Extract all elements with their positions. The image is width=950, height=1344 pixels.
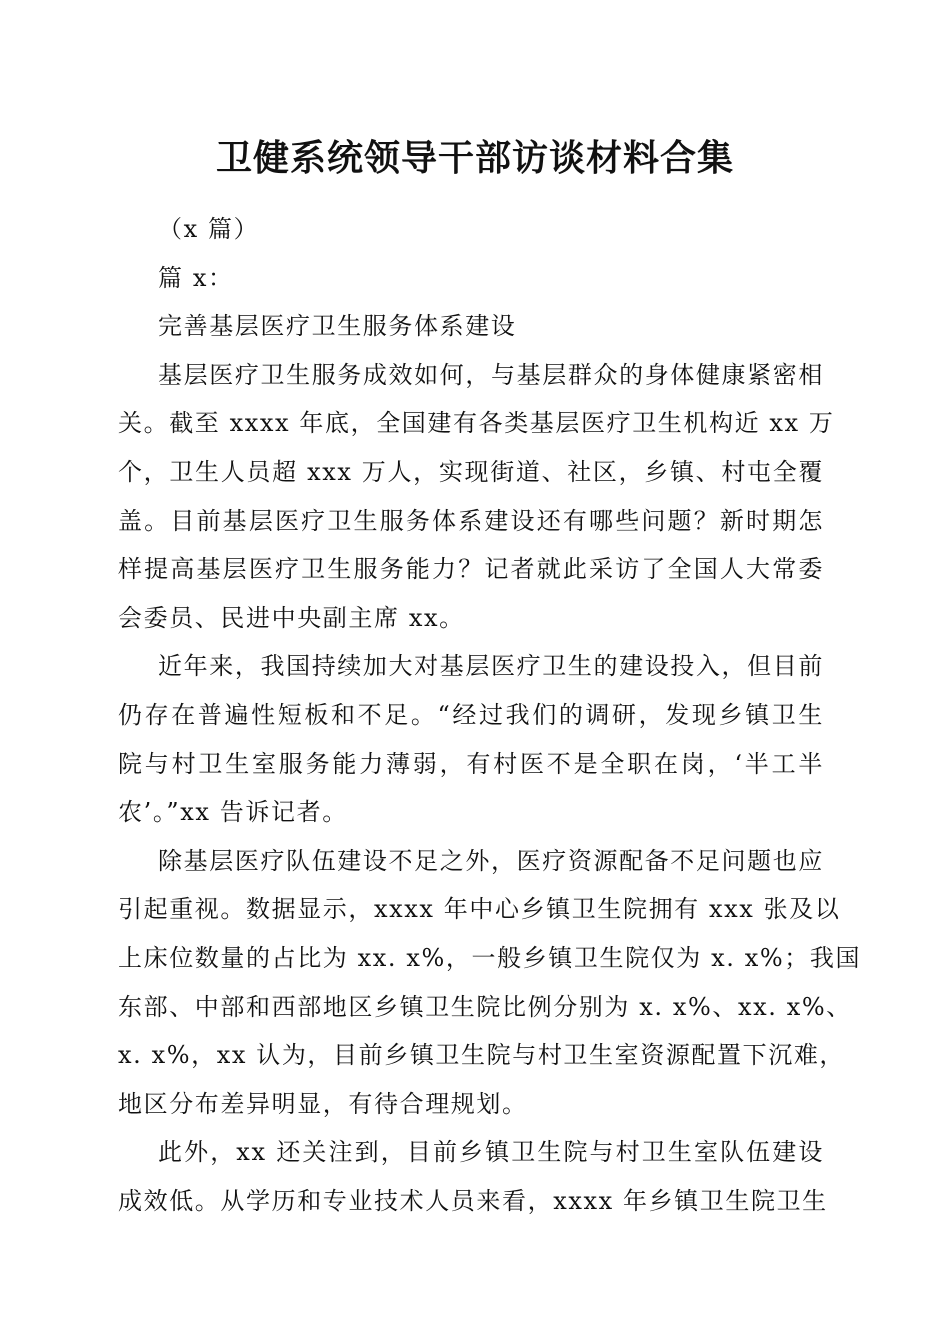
text-line: 东部、中部和西部地区乡镇卫生院比例分别为 x. x%、xx. x%、 (118, 992, 852, 1021)
text-line: 院与村卫生室服务能力薄弱，有村医不是全职在岗，‘半工半 (118, 749, 824, 778)
text-line: 引起重视。数据显示，xxxx 年中心乡镇卫生院拥有 xxx 张及以 (118, 895, 841, 924)
text-line: （x 篇） (158, 215, 260, 243)
text-line: 地区分布差异明显，有待合理规划。 (118, 1089, 528, 1118)
text-line: 盖。目前基层医疗卫生服务体系建设还有哪些问题？新时期怎 (118, 506, 824, 535)
text-line: 个，卫生人员超 xxx 万人，实现街道、社区，乡镇、村屯全覆 (118, 457, 824, 486)
document-body (118, 205, 862, 1225)
text-line: 仍存在普遍性短板和不足。“经过我们的调研，发现乡镇卫生 (118, 700, 824, 729)
text-line: 样提高基层医疗卫生服务能力？记者就此采访了全国人大常委 (118, 555, 824, 584)
text-line: 近年来，我国持续加大对基层医疗卫生的建设投入，但目前 (158, 652, 824, 681)
text-line: 此外，xx 还关注到，目前乡镇卫生院与村卫生室队伍建设 (158, 1138, 824, 1167)
text-line: 会委员、民进中央副主席 xx。 (118, 603, 465, 632)
text-line: 基层医疗卫生服务成效如何，与基层群众的身体健康紧密相 (158, 360, 824, 389)
text-line: 除基层医疗队伍建设不足之外，医疗资源配备不足问题也应 (158, 846, 824, 875)
text-line: 上床位数量的占比为 xx. x%，一般乡镇卫生院仅为 x. x%；我国 (118, 943, 862, 972)
text-line: x. x%，xx 认为，目前乡镇卫生院与村卫生室资源配置下沉难， (118, 1041, 846, 1070)
document-title: 卫健系统领导干部访谈材料合集 (215, 137, 734, 179)
text-line: 成效低。从学历和专业技术人员来看，xxxx 年乡镇卫生院卫生 (118, 1186, 828, 1215)
text-line: 关。截至 xxxx 年底，全国建有各类基层医疗卫生机构近 xx 万 (118, 409, 835, 438)
text-line: 农’。”xx 告诉记者。 (118, 798, 348, 827)
text-line: 篇 x： (158, 263, 234, 292)
text-line: 完善基层医疗卫生服务体系建设 (158, 312, 517, 341)
